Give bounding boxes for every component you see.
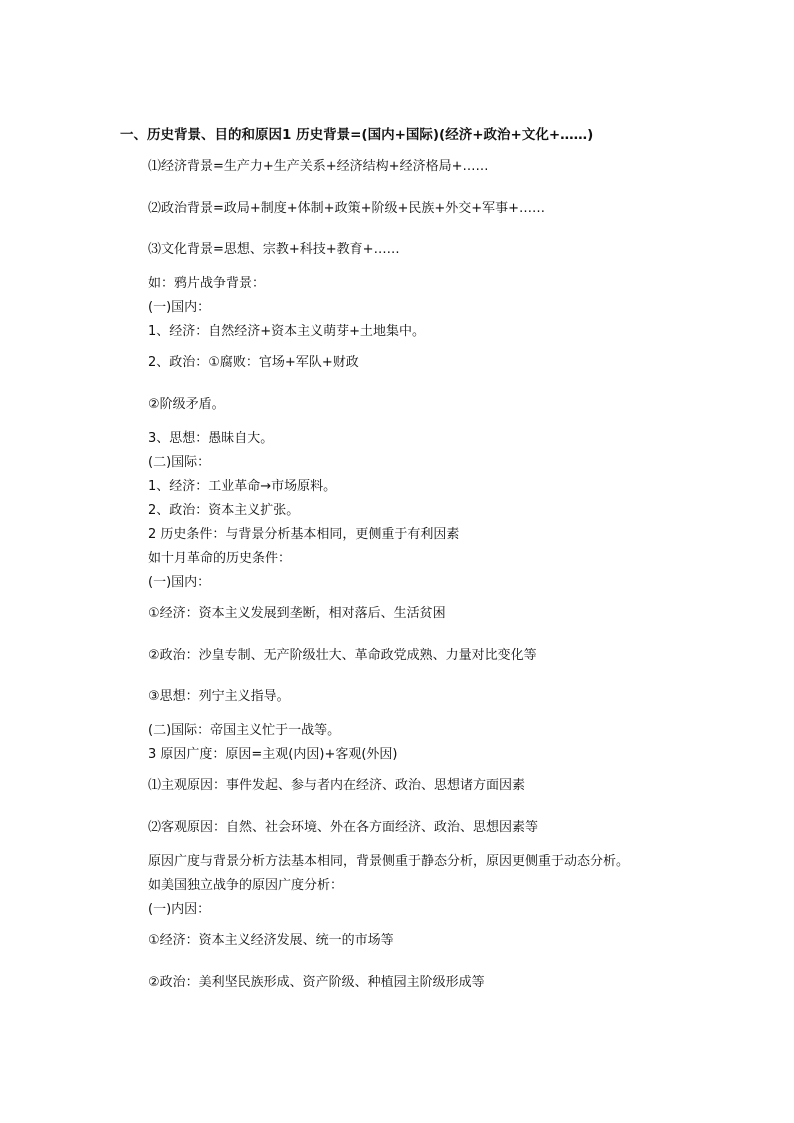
text-line: ③思想：列宁主义指导。 [148, 689, 290, 704]
text-line: ⑶文化背景=思想、宗教+科技+教育+…… [148, 242, 400, 257]
text-line: 3、思想：愚昧自大。 [148, 431, 274, 446]
text-line: ①经济：资本主义经济发展、统一的市场等 [148, 933, 394, 948]
text-line: 2 历史条件：与背景分析基本相同，更侧重于有利因素 [148, 527, 460, 542]
text-line: 原因广度与背景分析方法基本相同，背景侧重于静态分析，原因更侧重于动态分析。 [148, 854, 630, 869]
text-line: 如：鸦片战争背景： [148, 276, 266, 291]
text-line: 如十月革命的历史条件： [148, 551, 292, 566]
text-line: (一)内因： [148, 902, 211, 917]
text-line: ⑴经济背景=生产力+生产关系+经济结构+经济格局+…… [148, 159, 489, 174]
text-line: ⑴主观原因：事件发起、参与者内在经济、政治、思想诸方面因素 [148, 778, 526, 793]
text-line: ⑵政治背景=政局+制度+体制+政策+阶级+民族+外交+军事+…… [148, 201, 546, 216]
section-heading: 一、历史背景、目的和原因1 历史背景=(国内+国际)(经济+政治+文化+……) [120, 127, 594, 143]
text-line: 3 原因广度：原因=主观(内因)+客观(外因) [148, 747, 398, 762]
text-line: 如美国独立战争的原因广度分析： [148, 878, 344, 893]
text-line: (二)国际： [148, 455, 211, 470]
text-line: 2、政治：①腐败：官场+军队+财政 [148, 355, 359, 370]
text-line: ②阶级矛盾。 [148, 397, 225, 412]
text-line: 2、政治：资本主义扩张。 [148, 503, 300, 518]
text-line: 1、经济：自然经济+资本主义萌芽+土地集中。 [148, 324, 426, 339]
text-line: ②政治：沙皇专制、无产阶级壮大、革命政党成熟、力量对比变化等 [148, 648, 537, 663]
text-line: (一)国内： [148, 300, 211, 315]
text-line: ②政治：美利坚民族形成、资产阶级、种植园主阶级形成等 [148, 975, 485, 990]
text-line: (一)国内： [148, 575, 211, 590]
text-line: (二)国际：帝国主义忙于一战等。 [148, 723, 341, 738]
text-line: ⑵客观原因：自然、社会环境、外在各方面经济、政治、思想因素等 [148, 820, 539, 835]
text-line: ①经济：资本主义发展到垄断，相对落后、生活贫困 [148, 606, 446, 621]
text-line: 1、经济：工业革命→市场原料。 [148, 479, 337, 494]
